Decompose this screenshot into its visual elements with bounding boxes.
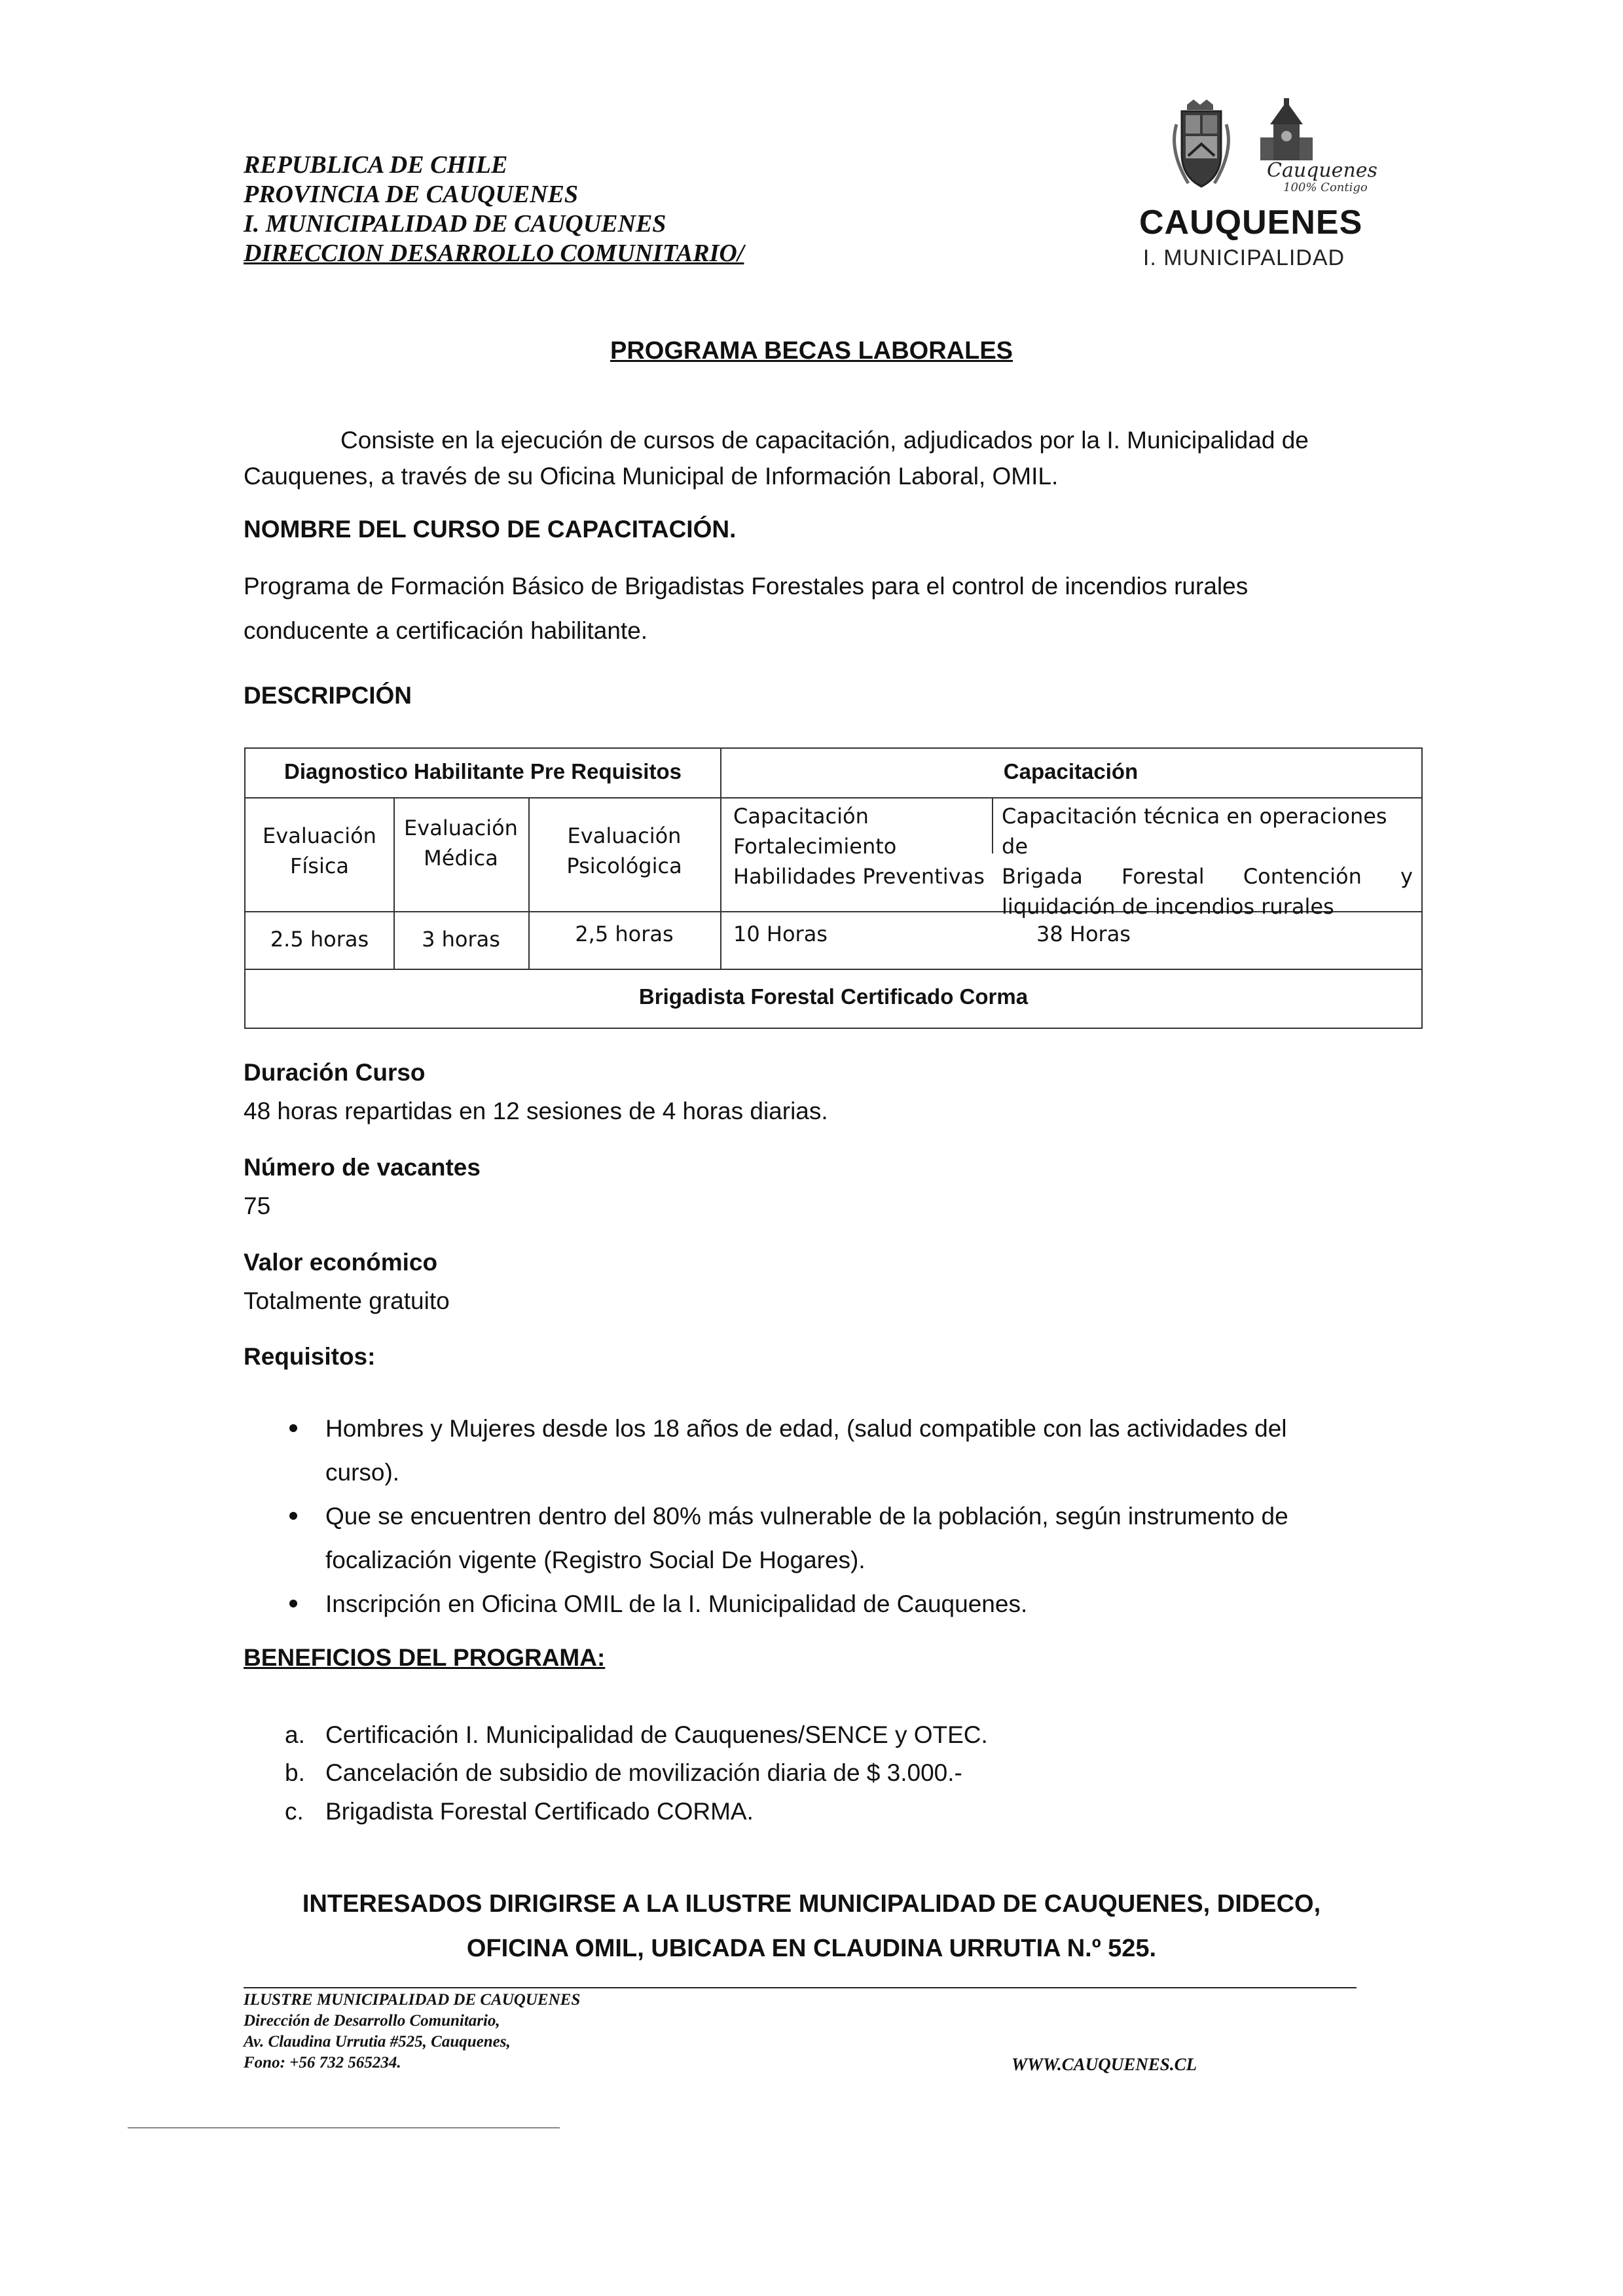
benefit-2-text: Cancelación de subsidio de movilización diaria de $ 3.000.-: [325, 1759, 962, 1786]
municipality-logo: [1139, 98, 1377, 275]
requirement-1-line-2: curso).: [325, 1459, 400, 1486]
header-municipality: I. MUNICIPALIDAD DE CAUQUENES: [244, 210, 666, 238]
benefit-1-marker: a.: [285, 1721, 305, 1748]
footer-department: Dirección de Desarrollo Comunitario,: [244, 2012, 500, 2030]
header-department: DIRECCION DESARROLLO COMUNITARIO/: [244, 240, 744, 267]
table-col-medical: Evaluación Médica: [404, 816, 518, 870]
table-col-technical-training: Capacitación técnica en operaciones de Brigada Forestal Contención y liquidación de incendios rurales: [1002, 804, 1413, 919]
benefit-1-text: Certificación I. Municipalidad de Cauquenes/SENCE y OTEC.: [325, 1721, 988, 1748]
benefit-3-text: Brigadista Forestal Certificado CORMA.: [325, 1798, 754, 1825]
duration-heading: Duración Curso: [244, 1059, 426, 1086]
footer-divider: [244, 1987, 1357, 1988]
benefit-3-marker: c.: [285, 1798, 304, 1825]
logo-name: CAUQUENES: [1139, 204, 1363, 242]
coat-of-arms-icon: [1162, 98, 1377, 196]
bottom-divider: [128, 2127, 560, 2128]
svg-text:Cauquenes: Cauquenes: [1267, 159, 1377, 182]
benefits-heading: BENEFICIOS DEL PROGRAMA:: [244, 1644, 606, 1671]
header-province: PROVINCIA DE CAUQUENES: [244, 181, 579, 208]
bullet-icon: [289, 1424, 297, 1432]
closing-line-2: OFICINA OMIL, UBICADA EN CLAUDINA URRUTIA N.º 525.: [466, 1935, 1157, 1962]
table-group-header-prerequisites: Diagnostico Habilitante Pre Requisitos: [284, 759, 682, 783]
table-hours-physical: 2.5 horas: [270, 927, 369, 952]
course-line-2: conducente a certificación habilitante.: [244, 617, 648, 644]
requirements-heading: Requisitos:: [244, 1343, 376, 1370]
cost-heading: Valor económico: [244, 1249, 438, 1276]
vacancies-heading: Número de vacantes: [244, 1154, 481, 1181]
intro-line-1: Consiste en la ejecución de cursos de capacitación, adjudicados por la I. Municipalidad de: [340, 427, 1309, 454]
table-group-header-training: Capacitación: [1003, 759, 1139, 783]
description-table: [244, 747, 1423, 1029]
footer-phone: Fono: +56 732 565234.: [244, 2054, 401, 2072]
table-hours-technical: 38 Horas: [1036, 922, 1131, 946]
description-heading: DESCRIPCIÓN: [244, 682, 412, 709]
bullet-icon: [289, 1512, 297, 1520]
footer-address: [244, 1990, 580, 2073]
requirement-2-line-1: Que se encuentren dentro del 80% más vulnerable de la población, según instrumento de: [325, 1503, 1288, 1530]
course-line-1: Programa de Formación Básico de Brigadistas Forestales para el control de incendios rurales: [244, 573, 1249, 600]
header-block: [244, 151, 744, 268]
vacancies-value: 75: [244, 1193, 271, 1219]
page-title: PROGRAMA BECAS LABORALES: [610, 337, 1013, 365]
table-col-psychological: Evaluación Psicológica: [566, 823, 682, 878]
table-hours-medical: 3 horas: [422, 927, 500, 952]
footer-website-link[interactable]: WWW.CAUQUENES.CL: [1012, 2054, 1197, 2074]
requirement-3-line-1: Inscripción en Oficina OMIL de la I. Municipalidad de Cauquenes.: [325, 1590, 1028, 1617]
bullet-icon: [289, 1600, 297, 1607]
logo-subtitle: I. MUNICIPALIDAD: [1142, 245, 1345, 270]
table-col-physical: Evaluación Física: [263, 823, 376, 878]
footer-org: ILUSTRE MUNICIPALIDAD DE CAUQUENES: [244, 1991, 581, 2009]
course-heading: NOMBRE DEL CURSO DE CAPACITACIÓN.: [244, 516, 737, 543]
closing-line-1: INTERESADOS DIRIGIRSE A LA ILUSTRE MUNICIPALIDAD DE CAUQUENES, DIDECO,: [302, 1890, 1321, 1918]
table-hours-preventive: 10 Horas: [733, 922, 828, 946]
footer-street: Av. Claudina Urrutia #525, Cauquenes,: [244, 2033, 511, 2051]
header-country: REPUBLICA DE CHILE: [244, 151, 508, 179]
cost-value: Totalmente gratuito: [244, 1287, 450, 1314]
requirement-2-line-2: focalización vigente (Registro Social De Hogares).: [325, 1547, 866, 1573]
table-footer-certification: Brigadista Forestal Certificado Corma: [638, 984, 1029, 1009]
requirement-1-line-1: Hombres y Mujeres desde los 18 años de edad, (salud compatible con las actividades del: [325, 1415, 1287, 1442]
duration-value: 48 horas repartidas en 12 sesiones de 4 horas diarias.: [244, 1098, 828, 1124]
intro-line-2: Cauquenes, a través de su Oficina Municipal de Información Laboral, OMIL.: [244, 463, 1059, 490]
table-col-preventive-training: Capacitación Fortalecimiento Habilidades Preventivas: [733, 804, 985, 889]
table-hours-psychological: 2,5 horas: [575, 922, 674, 946]
benefit-2-marker: b.: [285, 1759, 305, 1786]
svg-text:100% Contigo: 100% Contigo: [1283, 181, 1368, 194]
